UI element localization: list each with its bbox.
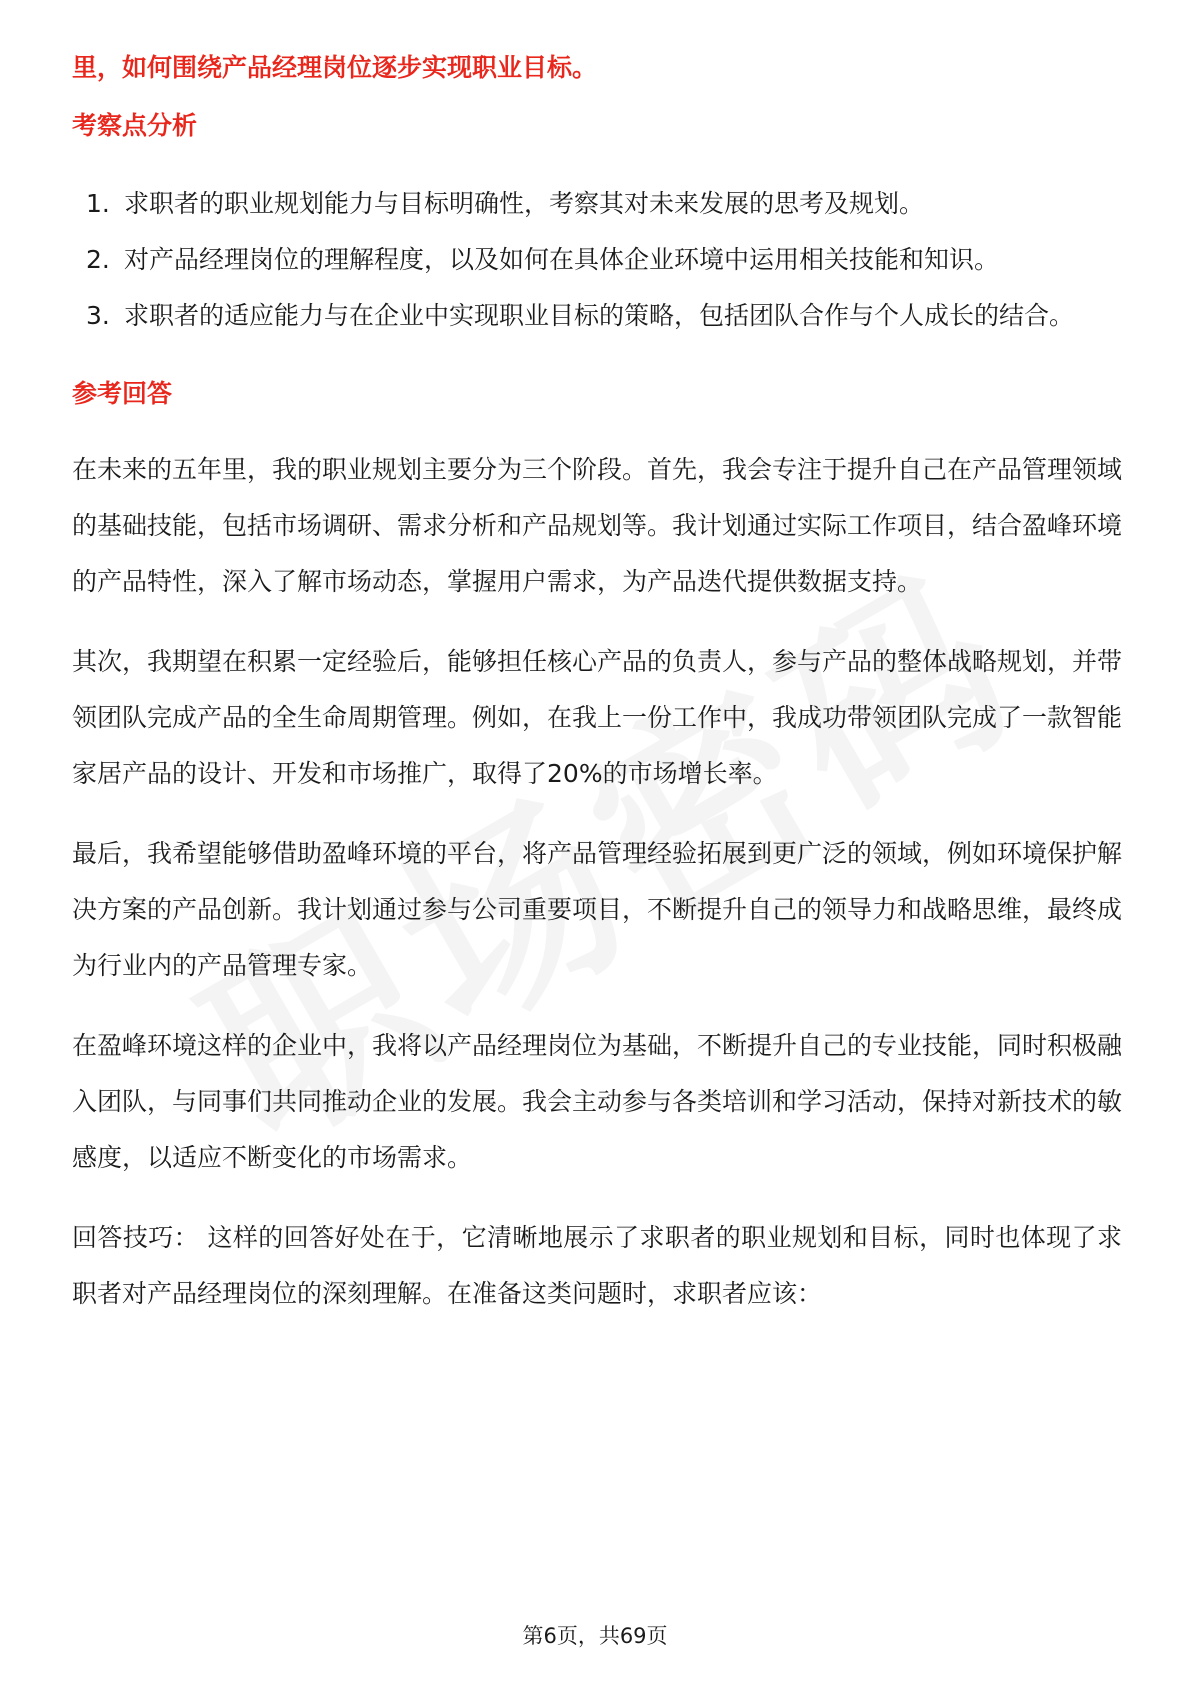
page-content bbox=[72, 48, 1122, 1346]
analysis-list bbox=[72, 176, 1122, 344]
intro-line: 里，如何围绕产品经理岗位逐步实现职业目标。 bbox=[72, 53, 598, 82]
list-item bbox=[72, 176, 1122, 232]
list-text: 求职者的职业规划能力与目标明确性，考察其对未来发展的思考及规划。 bbox=[124, 189, 925, 218]
list-item bbox=[72, 288, 1122, 344]
answer-paragraph: 在未来的五年里，我的职业规划主要分为三个阶段。首先，我会专注于提升自己在产品管理领域的基础技能，包括市场调研、需求分析和产品规划等。我计划通过实际工作项目，结合盈峰环境的产品特性，深入了解市场动态，掌握用户需求，为产品迭代提供数据支持。 bbox=[72, 455, 1123, 596]
answer-paragraph: 最后，我希望能够借助盈峰环境的平台，将产品管理经验拓展到更广泛的领域，例如环境保护解决方案的产品创新。我计划通过参与公司重要项目，不断提升自己的领导力和战略思维，最终成为行业内的产品管理专家。 bbox=[72, 839, 1123, 980]
answer-paragraph: 其次，我期望在积累一定经验后，能够担任核心产品的负责人，参与产品的整体战略规划，并带领团队完成产品的全生命周期管理。例如，在我上一份工作中，我成功带领团队完成了一款智能家居产品的设计、开发和市场推广，取得了20%的市场增长率。 bbox=[72, 647, 1123, 788]
list-number: 1. bbox=[86, 189, 110, 218]
answer-heading: 参考回答 bbox=[72, 379, 173, 408]
list-item bbox=[72, 232, 1122, 288]
list-number: 3. bbox=[86, 301, 110, 330]
analysis-heading: 考察点分析 bbox=[72, 111, 198, 140]
answer-paragraph: 在盈峰环境这样的企业中，我将以产品经理岗位为基础，不断提升自己的专业技能，同时积极融入团队，与同事们共同推动企业的发展。我会主动参与各类培训和学习活动，保持对新技术的敏感度，以适应不断变化的市场需求。 bbox=[72, 1031, 1123, 1172]
list-text: 求职者的适应能力与在企业中实现职业目标的策略，包括团队合作与个人成长的结合。 bbox=[124, 301, 1075, 330]
list-text: 对产品经理岗位的理解程度，以及如何在具体企业环境中运用相关技能和知识。 bbox=[124, 245, 1000, 274]
list-number: 2. bbox=[86, 245, 110, 274]
page-number-footer: 第6页，共69页 bbox=[522, 1624, 668, 1648]
answer-tips: 回答技巧： 这样的回答好处在于，它清晰地展示了求职者的职业规划和目标，同时也体现了求职者对产品经理岗位的深刻理解。在准备这类问题时，求职者应该： bbox=[72, 1223, 1122, 1308]
